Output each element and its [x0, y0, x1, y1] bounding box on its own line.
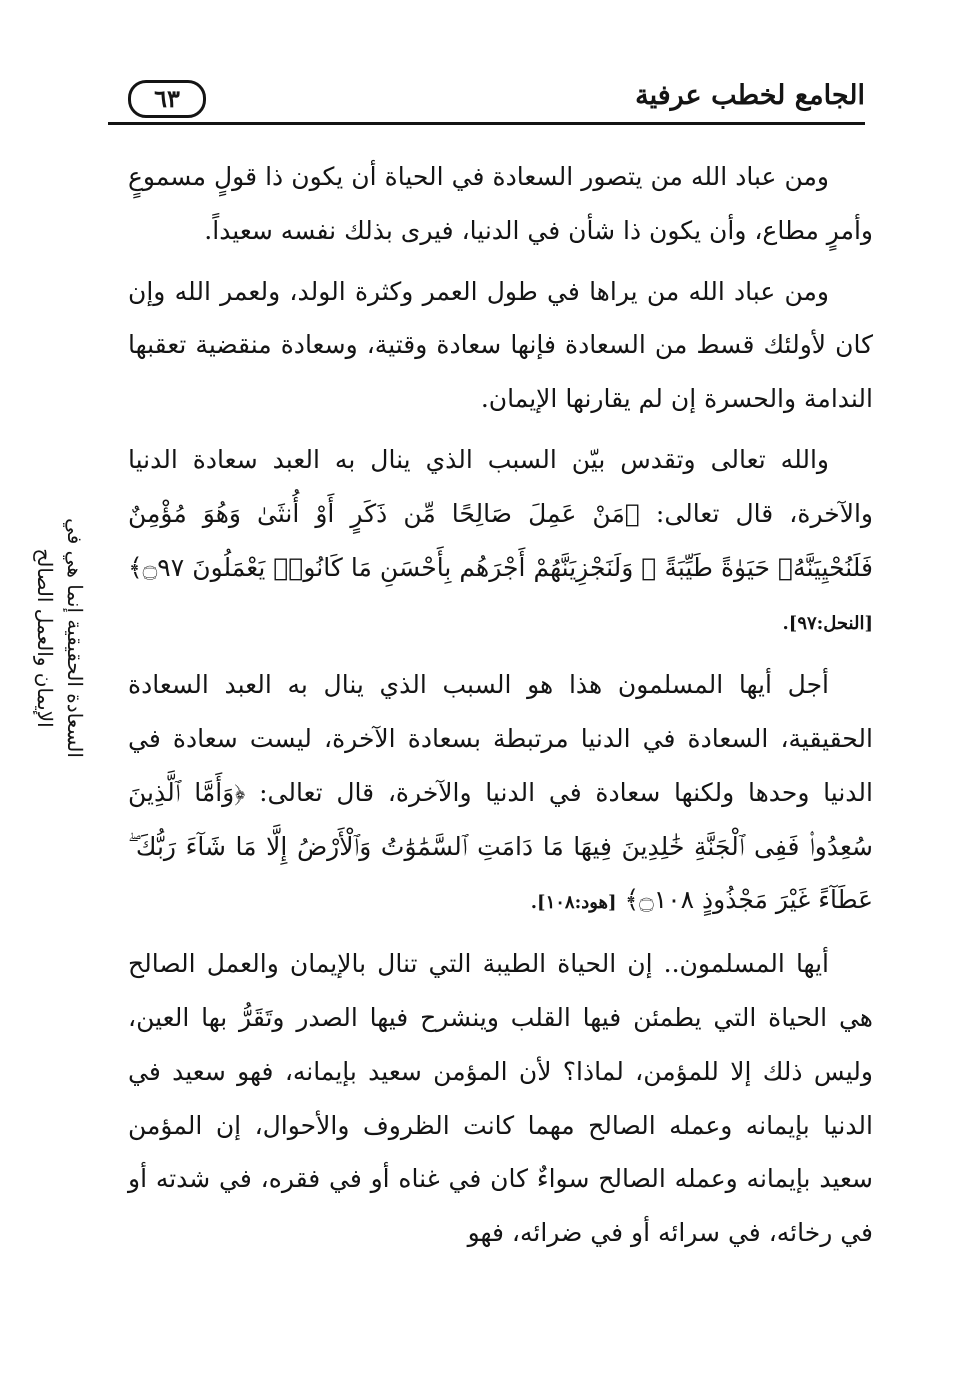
- page-number-badge: ٦٣: [128, 80, 206, 118]
- paragraph-4: [128, 658, 873, 930]
- paragraph-5: أيها المسلمون.. إن الحياة الطيبة التي تنال بالإيمان والعمل الصالح هي الحياة التي يطمئن فيها القلب وينشرح فيها الصدر وتَقَرُّ بها العين، وليس ذلك إلا للمؤمن، لماذا؟ لأن المؤمن سعيد بإيمانه، فهو سعيد في الدنيا بإيمانه وعمله الصالح مهما كانت الظروف والأحوال، إن المؤمن سعيد بإيمانه وعمله الصالح سواءٌ كان في غناه أو في فقره، في شدته أو في رخائه، في سرائه أو في ضرائه، فهو: [128, 949, 873, 1248]
- paragraph-1: ومن عباد الله من يتصور السعادة في الحياة أن يكون ذا قولٍ مسموعٍ وأمرٍ مطاع، وأن يكون ذا شأن في الدنيا، فيرى بذلك نفسه سعيداً.: [128, 162, 873, 245]
- margin-note: [28, 488, 92, 788]
- margin-note-line-1: السعادة الحقيقية إنما هي في: [63, 518, 87, 758]
- quran-verse-2: ﴿وَأَمَّا ٱلَّذِينَ سُعِدُوا۟ فَفِى ٱلْجَنَّةِ خَٰلِدِينَ فِيهَا مَا دَامَتِ ٱلسَّمَٰوَٰتُ وَٱلْأَرْضُ إِلَّا مَا شَآءَ رَبُّكَ ۖ عَطَآءً غَيْرَ مَجْذُوذٍ ۝١٠٨﴾: [128, 777, 873, 915]
- margin-note-line-2: الإيمان والعمل الصالح: [33, 548, 57, 728]
- verse-2-reference: [هود:١٠٨].: [530, 892, 617, 914]
- quran-verse-1: ﴿مَنْ عَمِلَ صَالِحًا مِّن ذَكَرٍ أَوْ أُنثَىٰ وَهُوَ مُؤْمِنٌ فَلَنُحْيِيَنَّهُۥ حَيَوٰةً طَيِّبَةً ۖ وَلَنَجْزِيَنَّهُمْ أَجْرَهُم بِأَحْسَنِ مَا كَانُوا۟ يَعْمَلُونَ ۝٩٧﴾: [128, 498, 873, 582]
- header-rule: [108, 122, 865, 125]
- paragraph-4-text: أجل أيها المسلمون هذا هو السبب الذي ينال به العبد السعادة الحقيقية، السعادة في الدنيا مرتبطة بسعادة الآخرة، ليست سعادة في الدنيا وحدها ولكنها سعادة في الدنيا والآخرة، قال تعالى:: [128, 670, 873, 807]
- verse-1-reference: [النحل:٩٧].: [782, 613, 873, 635]
- body-text: [128, 150, 873, 1260]
- paragraph-2: ومن عباد الله من يراها في طول العمر وكثرة الولد، ولعمر الله وإن كان لأولئك قسط من السعادة فإنها سعادة وقتية، وسعادة منقضية تعقبها الندامة والحسرة إن لم يقارنها الإيمان.: [128, 276, 873, 414]
- paragraph-3-text: والله تعالى وتقدس بيّن السبب الذي ينال به العبد سعادة الدنيا والآخرة، قال تعالى:: [128, 444, 873, 528]
- page-header: [108, 70, 865, 130]
- book-title: الجامع لخطب عرفية: [635, 80, 865, 111]
- paragraph-3: [128, 433, 873, 651]
